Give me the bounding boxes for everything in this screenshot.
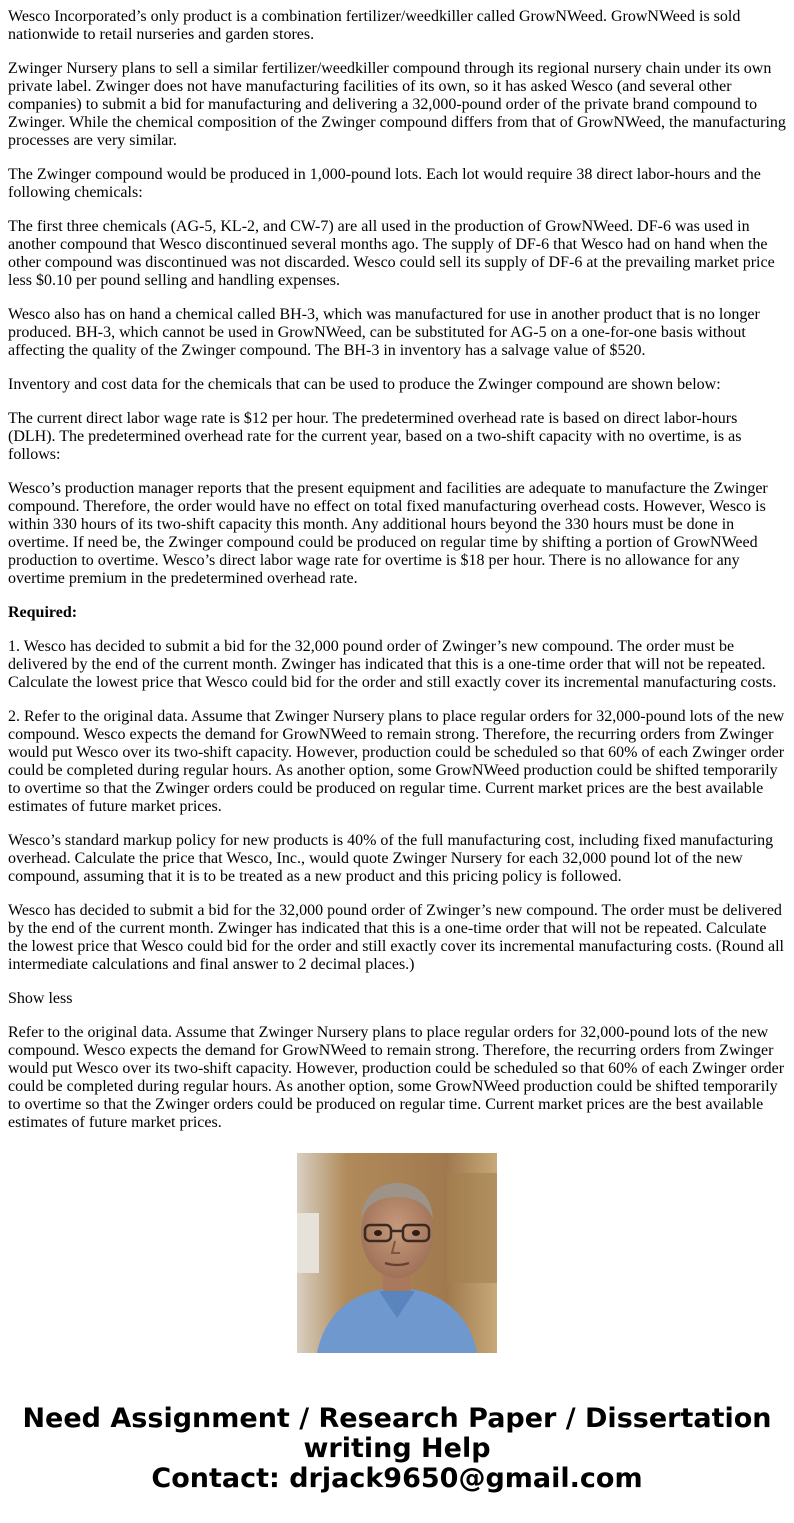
promo-line: writing Help (303, 1433, 491, 1464)
requirement-item: Wesco has decided to submit a bid for the 32,000 pound order of Zwinger’s new compound. The order must be delivered by the end of the current month. Zwinger has indicated that this is a one-time order that will not be repeated. Calculate the lowest price that Wesco could bid for the order and still exactly cover its incremental manufacturing costs. (Round all intermediate calculations and final answer to 2 decimal places.) (8, 902, 784, 973)
promo-banner (0, 1404, 794, 1494)
paragraph: Inventory and cost data for the chemicals that can be used to produce the Zwinger compound are shown below: (8, 376, 721, 393)
paragraph: Wesco Incorporated’s only product is a combination fertilizer/weedkiller called GrowNWeed. GrowNWeed is sold nationwide to retail nurseries and garden stores. (8, 8, 741, 43)
paragraph: Wesco’s production manager reports that the present equipment and facilities are adequate to manufacture the Zwinger compound. Therefore, the order would have no effect on total fixed manufacturing overhead costs. However, Wesco is within 330 hours of its two-shift capacity this month. Any additional hours beyond the 330 hours must be done in overtime. If need be, the Zwinger compound could be produced on regular time by shifting a portion of GrowNWeed production to overtime. Wesco’s direct labor wage rate for overtime is $18 per hour. There is no allowance for any overtime premium in the predetermined overhead rate. (8, 480, 768, 587)
promo-contact: Contact: drjack9650@gmail.com (151, 1463, 643, 1494)
requirement-item: 2. Refer to the original data. Assume that Zwinger Nursery plans to place regular orders for 32,000-pound lots of the new compound. Wesco expects the demand for GrowNWeed to remain strong. Therefore, the recurring orders from Zwinger would put Wesco over its two-shift capacity. However, production could be scheduled so that 60% of each Zwinger order could be completed during regular hours. As another option, some GrowNWeed production could be shifted temporarily to overtime so that the Zwinger orders could be produced on regular time. Current market prices are the best available estimates of future market prices. (8, 708, 785, 815)
paragraph: Refer to the original data. Assume that Zwinger Nursery plans to place regular orders for 32,000-pound lots of the new compound. Wesco expects the demand for GrowNWeed to remain strong. Therefore, the recurring orders from Zwinger would put Wesco over its two-shift capacity. However, production could be scheduled so that 60% of each Zwinger order could be completed during regular hours. As another option, some GrowNWeed production could be shifted temporarily to overtime so that the Zwinger orders could be produced on regular time. Current market prices are the best available estimates of future market prices. (8, 1024, 785, 1131)
paragraph: The Zwinger compound would be produced in 1,000-pound lots. Each lot would require 38 direct labor-hours and the following chemicals: (8, 166, 761, 201)
promo-line: Need Assignment / Research Paper / Dissertation (22, 1403, 772, 1434)
question-text (8, 8, 788, 1131)
paragraph: The first three chemicals (AG-5, KL-2, and CW-7) are all used in the production of GrowNWeed. DF-6 was used in another compound that Wesco discontinued several months ago. The supply of DF-6 that Wesco had on hand when the other compound was discontinued was not discarded. Wesco could sell its supply of DF-6 at the prevailing market price less $0.10 per pound selling and handling expenses. (8, 218, 775, 289)
paragraph: Wesco also has on hand a chemical called BH-3, which was manufactured for use in another product that is no longer produced. BH-3, which cannot be used in GrowNWeed, can be substituted for AG-5 on a one-for-one basis without affecting the quality of the Zwinger compound. The BH-3 in inventory has a salvage value of $520. (8, 306, 760, 359)
show-less-link[interactable]: Show less (8, 990, 73, 1007)
requirement-item: Wesco’s standard markup policy for new products is 40% of the full manufacturing cost, including fixed manufacturing overhead. Calculate the price that Wesco, Inc., would quote Zwinger Nursery for each 32,000 pound lot of the new compound, assuming that it is to be treated as a new product and this pricing policy is followed. (8, 832, 774, 885)
paragraph: Zwinger Nursery plans to sell a similar fertilizer/weedkiller compound through its regional nursery chain under its own private label. Zwinger does not have manufacturing facilities of its own, so it has asked Wesco (and several other companies) to submit a bid for manufacturing and delivering a 32,000-pound order of the private brand compound to Zwinger. While the chemical composition of the Zwinger compound differs from that of GrowNWeed, the manufacturing processes are very similar. (8, 60, 786, 149)
avatar (297, 1153, 497, 1353)
requirement-item: 1. Wesco has decided to submit a bid for the 32,000 pound order of Zwinger’s new compound. The order must be delivered by the end of the current month. Zwinger has indicated that this is a one-time order that will not be repeated. Calculate the lowest price that Wesco could bid for the order and still exactly cover its incremental manufacturing costs. (8, 638, 777, 691)
avatar-portrait-icon (297, 1153, 497, 1353)
paragraph: The current direct labor wage rate is $12 per hour. The predetermined overhead rate is based on direct labor-hours (DLH). The predetermined overhead rate for the current year, based on a two-shift capacity with no overtime, is as follows: (8, 410, 742, 463)
required-heading: Required: (8, 604, 78, 621)
